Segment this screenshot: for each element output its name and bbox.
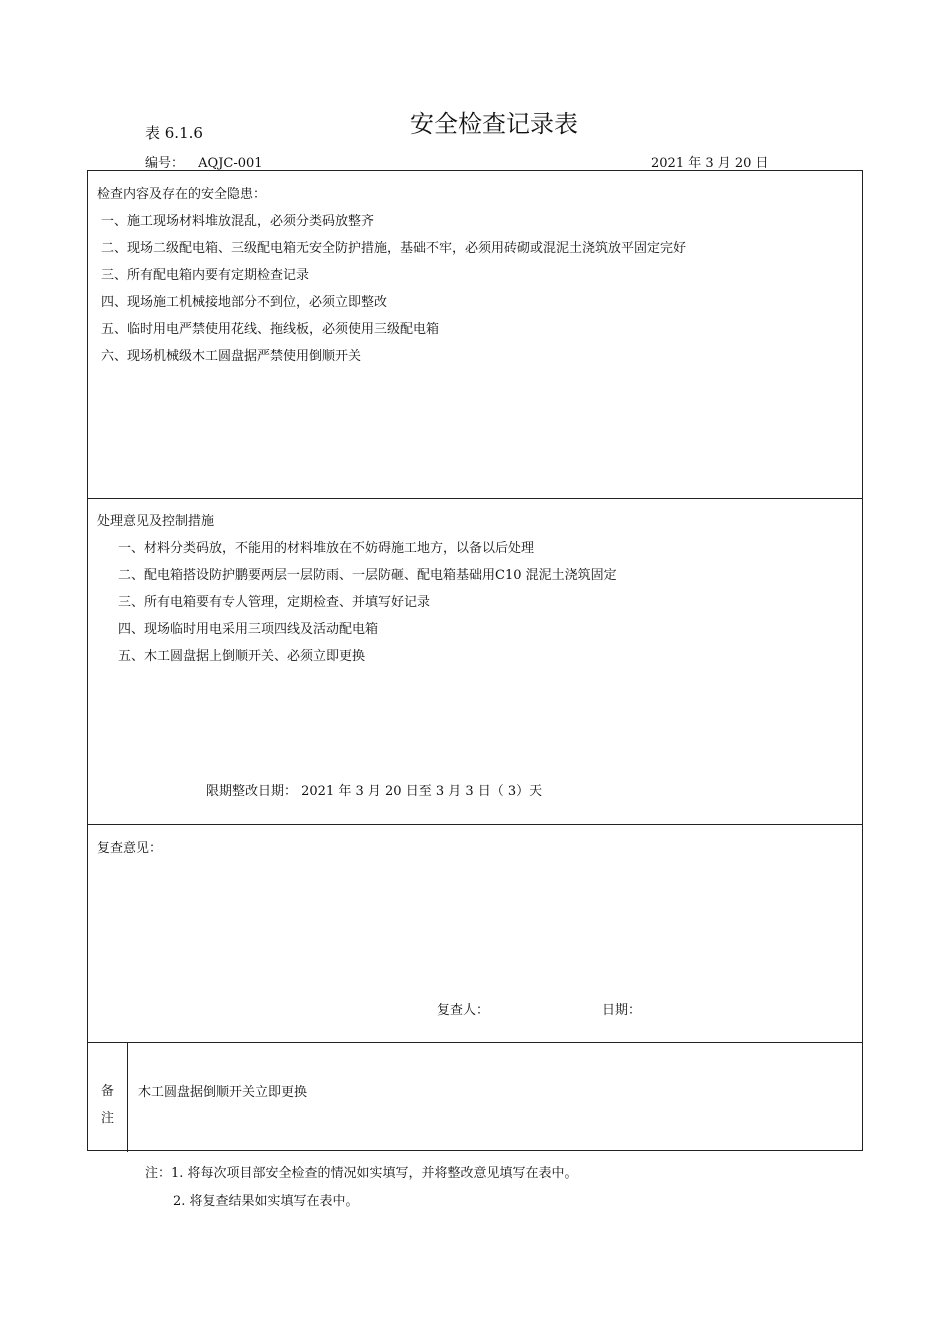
review-date-label: 日期： [602, 1003, 642, 1018]
remarks-text: 木工圆盘据倒顺开关立即更换 [138, 1085, 308, 1100]
measure-item: 三、所有电箱要有专人管理，定期检查、并填写好记录 [118, 595, 431, 610]
serial-value: AQJC-001 [198, 156, 263, 171]
page-title: 安全检查记录表 [410, 110, 578, 138]
review-heading: 复查意见： [97, 841, 163, 856]
note-line: 注：1. 将每次项目部安全检查的情况如实填写，并将整改意见填写在表中。 [145, 1166, 578, 1181]
inspection-item: 一、施工现场材料堆放混乱，必须分类码放整齐 [101, 214, 375, 229]
remarks-label-char: 注 [101, 1111, 115, 1126]
inspection-form-table [87, 170, 863, 1151]
measures-section [88, 499, 862, 825]
inspection-section [88, 171, 862, 499]
inspection-item: 六、现场机械级木工圆盘据严禁使用倒顺开关 [101, 349, 362, 364]
remarks-label-char: 备 [101, 1084, 115, 1099]
measure-item: 一、材料分类码放，不能用的材料堆放在不妨碍施工地方，以备以后处理 [118, 541, 535, 556]
review-section [88, 825, 862, 1043]
serial-number [145, 152, 263, 171]
measures-heading: 处理意见及控制措施 [97, 514, 215, 529]
measure-item: 四、现场临时用电采用三项四线及活动配电箱 [118, 622, 379, 637]
inspection-item: 二、现场二级配电箱、三级配电箱无安全防护措施，基础不牢，必须用砖砌或混泥土浇筑放平固定完好 [101, 241, 687, 256]
note-line: 2. 将复查结果如实填写在表中。 [173, 1194, 359, 1209]
inspection-item: 五、临时用电严禁使用花线、拖线板，必须使用三级配电箱 [101, 322, 440, 337]
remarks-section [88, 1043, 862, 1152]
serial-label: 编号： [145, 156, 185, 171]
measure-item: 五、木工圆盘据上倒顺开关、必须立即更换 [118, 649, 366, 664]
inspection-item: 四、现场施工机械接地部分不到位，必须立即整改 [101, 295, 388, 310]
table-number: 表 6.1.6 [145, 124, 203, 142]
reviewer-label: 复查人： [437, 1003, 490, 1018]
record-date: 2021 年 3 月 20 日 [651, 156, 769, 171]
inspection-heading: 检查内容及存在的安全隐患： [97, 187, 267, 202]
rectification-deadline: 限期整改日期： 2021 年 3 月 20 日至 3 月 3 日（ 3）天 [206, 784, 543, 799]
remarks-label-cell [88, 1043, 128, 1152]
measure-item: 二、配电箱搭设防护鹏要两层一层防雨、一层防砸、配电箱基础用C10 混泥土浇筑固定 [118, 568, 617, 583]
inspection-item: 三、所有配电箱内要有定期检查记录 [101, 268, 310, 283]
